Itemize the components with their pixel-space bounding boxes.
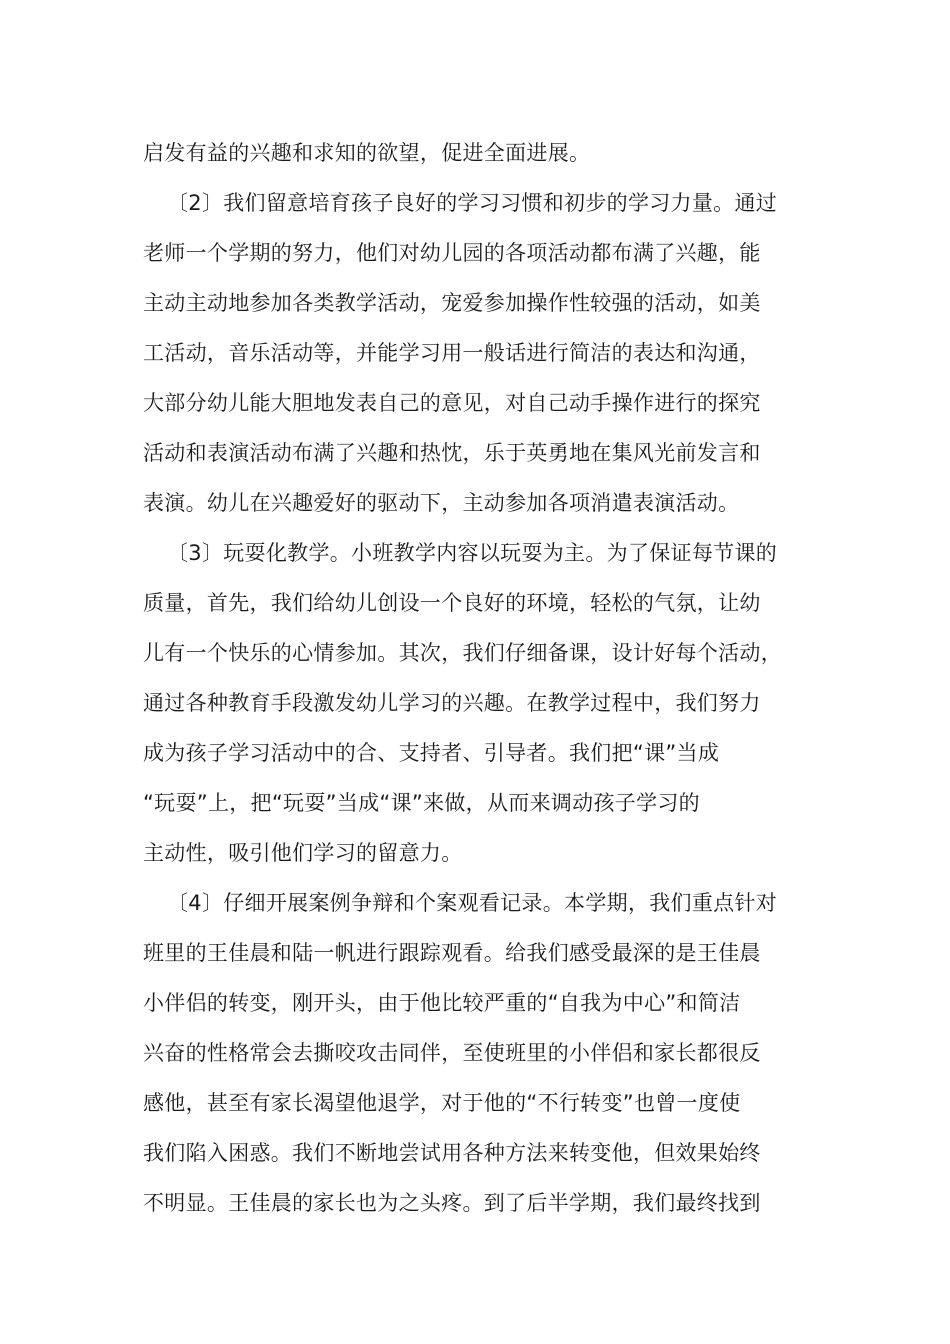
text-line: 质量，首先，我们给幼儿创设一个良好的环境，轻松的气氛，让幼 xyxy=(143,591,761,615)
text-line: 小伴侣的转变，刚开头，由于他比较严重的“自我为中心”和简洁 xyxy=(143,991,741,1015)
text-line: 工活动，音乐活动等，并能学习用一般话进行简洁的表达和沟通， xyxy=(143,341,761,365)
text-line: 不明显。王佳晨的家长也为之头疼。到了后半学期，我们最终找到 xyxy=(143,1191,761,1215)
text-line: 兴奋的性格常会去撕咬攻击同伴，至使班里的小伴侣和家长都很反 xyxy=(143,1041,761,1065)
text-line: 我们陷入困惑。我们不断地尝试用各种方法来转变他，但效果始终 xyxy=(143,1141,761,1165)
text-line: 儿有一个快乐的心情参加。其次，我们仔细备课，设计好每个活动， xyxy=(143,641,782,665)
text-line: 班里的王佳晨和陆一帆进行跟踪观看。给我们感受最深的是王佳晨 xyxy=(143,941,761,965)
text-line: 主动性，吸引他们学习的留意力。 xyxy=(143,841,463,865)
text-line: 成为孩子学习活动中的合、支持者、引导者。我们把“课”当成 xyxy=(143,741,720,765)
text-line: 通过各种教育手段激发幼儿学习的兴趣。在教学过程中，我们努力 xyxy=(143,691,761,715)
document-body xyxy=(143,128,815,1228)
text-line: 活动和表演活动布满了兴趣和热忱，乐于英勇地在集风光前发言和 xyxy=(143,441,761,465)
text-line: 表演。幼儿在兴趣爱好的驱动下，主动参加各项消遣表演活动。 xyxy=(143,491,740,515)
text-line: 主动主动地参加各类教学活动，宠爱参加操作性较强的活动，如美 xyxy=(143,291,761,315)
text-line: 大部分幼儿能大胆地发表自己的意见，对自己动手操作进行的探究 xyxy=(143,391,761,415)
paragraph-start-line: 〔3〕玩耍化教学。小班教学内容以玩耍为主。为了保证每节课的 xyxy=(167,541,778,565)
text-line: 感他，甚至有家长渴望他退学，对于他的“不行转变”也曾一度使 xyxy=(143,1091,741,1115)
paragraph-start-line: 〔4〕仔细开展案例争辩和个案观看记录。本学期，我们重点针对 xyxy=(167,891,778,915)
text-line: 老师一个学期的努力，他们对幼儿园的各项活动都布满了兴趣，能 xyxy=(143,241,761,265)
paragraph-start-line: 〔2〕我们留意培育孩子良好的学习习惯和初步的学习力量。通过 xyxy=(167,191,778,215)
text-line: 启发有益的兴趣和求知的欲望，促进全面进展。 xyxy=(143,141,591,165)
text-line: “玩耍”上，把“玩耍”当成“课”来做，从而来调动孩子学习的 xyxy=(143,791,700,815)
